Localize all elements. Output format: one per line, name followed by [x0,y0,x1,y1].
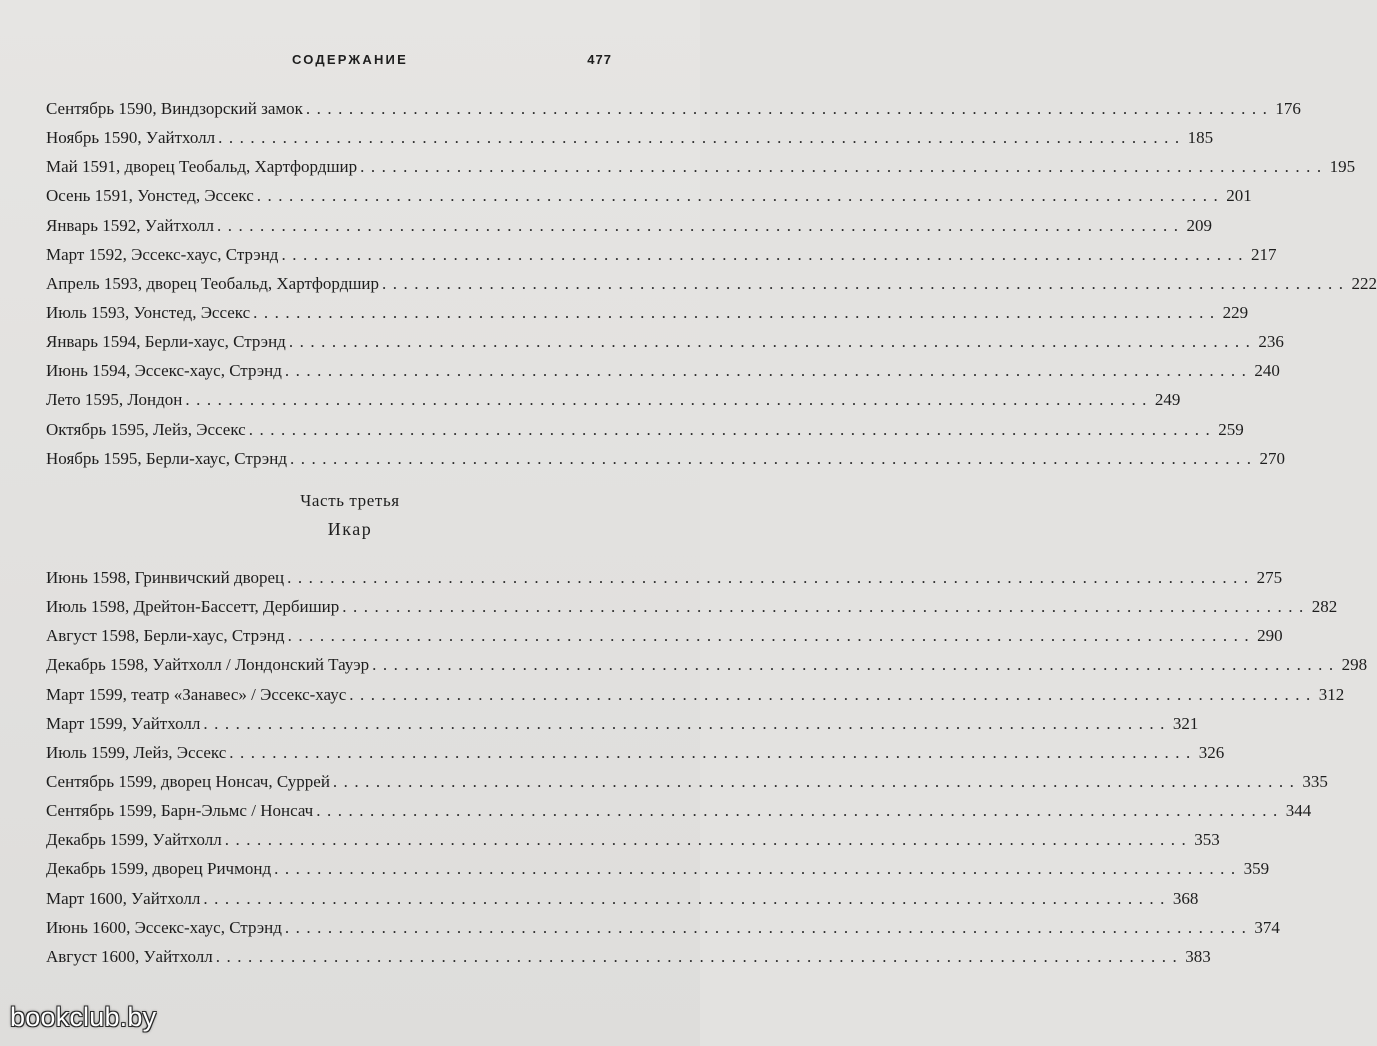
toc-entry-page: 359 [1243,859,1270,879]
toc-entry-title: Март 1592, Эссекс-хаус, Стрэнд [46,244,279,264]
toc-entry [46,913,1280,942]
dot-leader: .......................................................................................... [203,713,1171,733]
dot-leader: .......................................................................................... [289,448,1258,468]
toc-entry-page: 209 [1186,215,1212,235]
site-watermark: bookclub.by [10,1002,157,1032]
toc-entry-page: 270 [1259,448,1285,468]
toc-entry-title: Июль 1598, Дрейтон-Бассетт, Дербишир [46,597,340,617]
page-number: 477 [587,52,612,67]
dot-leader: .......................................................................................... [281,244,1249,264]
toc-entry-title: Январь 1594, Берли-хаус, Стрэнд [46,332,286,352]
dot-leader: .......................................................................................... [284,917,1253,937]
dot-leader: .......................................................................................... [185,390,1153,410]
part-label: Часть третья [300,491,400,510]
toc-entry-page: 195 [1329,157,1356,177]
toc-entry [46,327,1284,356]
toc-entry-page: 298 [1341,655,1368,675]
toc-entry-page: 353 [1194,830,1220,850]
toc-entry [46,385,1181,414]
toc-entry [46,854,1270,883]
dot-leader: .......................................................................................... [217,215,1185,235]
toc-entry [46,356,1280,385]
toc-entry-title: Март 1599, театр «Занавес» / Эссекс-хаус [46,684,347,704]
toc-entry-page: 383 [1185,946,1211,966]
header-title: СОДЕРЖАНИЕ [292,52,408,67]
toc-entry [46,738,1225,767]
toc-entry [46,123,1214,152]
dot-leader: .......................................................................................... [360,157,1328,177]
toc-entry [46,796,1312,825]
toc-entry-page: 374 [1254,917,1280,937]
dot-leader: .......................................................................................... [372,655,1340,675]
dot-leader: .......................................................................................... [287,568,1255,587]
toc-entry-title: Апрель 1593, дворец Теобальд, Хартфордшир [46,273,380,293]
toc-entry-title: Август 1598, Берли-хаус, Стрэнд [46,626,285,646]
toc-entry [46,942,1211,971]
toc-entry [46,152,1356,181]
dot-leader: .......................................................................................... [203,888,1171,908]
dot-leader: .......................................................................................... [284,361,1253,381]
toc-entry-page: 217 [1250,244,1277,264]
dot-leader: .......................................................................................... [349,684,1317,704]
toc-entry [46,825,1220,854]
toc-entry-title: Осень 1591, Уонстед, Эссекс [46,186,254,206]
toc-entry-page: 185 [1187,128,1214,148]
toc-entry-page: 259 [1218,419,1244,439]
toc-entry-title: Лето 1595, Лондон [46,390,183,410]
dot-leader: .......................................................................................... [248,419,1217,439]
toc-list-part-two [46,94,1377,473]
toc-entry-page: 368 [1172,888,1199,908]
toc-entry [46,563,1283,592]
dot-leader: .......................................................................................... [253,302,1221,322]
toc-entry [46,444,1285,473]
toc-entry-title: Июль 1593, Уонстед, Эссекс [46,302,251,322]
toc-entry [46,650,1368,679]
toc-entry-title: Декабрь 1599, дворец Ричмонд [46,859,272,879]
dot-leader: .......................................................................................... [218,128,1186,148]
toc-entry-title: Май 1591, дворец Теобальд, Хартфордшир [46,157,358,177]
toc-entry-title: Сентябрь 1599, дворец Нонсач, Суррей [46,771,330,791]
toc-entry-title: Октябрь 1595, Лейз, Эссекс [46,419,246,439]
toc-entry-page: 222 [1351,273,1377,293]
toc-entry [46,680,1345,709]
toc-entry-title: Декабрь 1598, Уайтхолл / Лондонский Тауэр [46,655,370,675]
toc-entry-page: 326 [1198,742,1225,762]
dot-leader: .......................................................................................... [224,830,1193,850]
toc-entry-title: Сентябрь 1590, Виндзорский замок [46,99,303,118]
toc-entry-title: Январь 1592, Уайтхолл [46,215,214,235]
toc-entry [46,211,1212,240]
toc-entry-page: 282 [1311,597,1338,617]
dot-leader: .......................................................................................... [305,99,1274,118]
toc-entry-title: Декабрь 1599, Уайтхолл [46,830,222,850]
toc-entry-title: Август 1600, Уайтхолл [46,946,213,966]
toc-entry-page: 176 [1275,99,1301,118]
dot-leader: .......................................................................................... [382,273,1350,293]
toc-entry [46,767,1328,796]
toc-entry-page: 236 [1258,332,1284,352]
toc-entry [46,415,1244,444]
toc-entry [46,240,1277,269]
toc-entry [46,181,1252,210]
toc-entry-page: 275 [1256,568,1283,587]
toc-list-part-three [46,563,1368,971]
toc-entry [46,884,1199,913]
dot-leader: .......................................................................................... [287,626,1256,646]
toc-entry-page: 201 [1226,186,1252,206]
toc-entry-page: 321 [1172,713,1199,733]
toc-entry-title: Март 1600, Уайтхолл [46,888,201,908]
dot-leader: .......................................................................................... [229,742,1197,762]
toc-entry-page: 344 [1285,801,1312,821]
dot-leader: .......................................................................................... [332,771,1301,791]
running-header [0,48,700,72]
dot-leader: .......................................................................................... [342,597,1310,617]
toc-entry-title: Сентябрь 1599, Барн-Эльмс / Нонсач [46,801,314,821]
toc-entry-title: Март 1599, Уайтхолл [46,713,201,733]
toc-entry-page: 249 [1154,390,1181,410]
toc-entry-page: 229 [1222,302,1249,322]
toc-entry-page: 240 [1254,361,1280,381]
toc-entry-title: Июнь 1594, Эссекс-хаус, Стрэнд [46,361,282,381]
toc-entry-page: 312 [1318,684,1345,704]
dot-leader: .......................................................................................... [288,332,1257,352]
toc-entry [46,709,1199,738]
toc-entry-title: Июль 1599, Лейз, Эссекс [46,742,227,762]
toc-entry-title: Июнь 1598, Гринвичский дворец [46,568,285,587]
toc-entry-page: 335 [1302,771,1328,791]
dot-leader: .......................................................................................... [256,186,1225,206]
toc-entry [46,298,1249,327]
toc-entry [46,592,1338,621]
toc-entry [46,621,1283,650]
toc-entry-title: Ноябрь 1595, Берли-хаус, Стрэнд [46,448,287,468]
part-title: Икар [327,519,373,539]
dot-leader: .......................................................................................... [316,801,1284,821]
toc-entry-page: 290 [1257,626,1283,646]
toc-entry-title: Июнь 1600, Эссекс-хаус, Стрэнд [46,917,282,937]
toc-entry-title: Ноябрь 1590, Уайтхолл [46,128,216,148]
toc-entry [46,94,1301,123]
dot-leader: .......................................................................................... [215,946,1184,966]
toc-entry [46,269,1377,298]
dot-leader: .......................................................................................... [274,859,1242,879]
